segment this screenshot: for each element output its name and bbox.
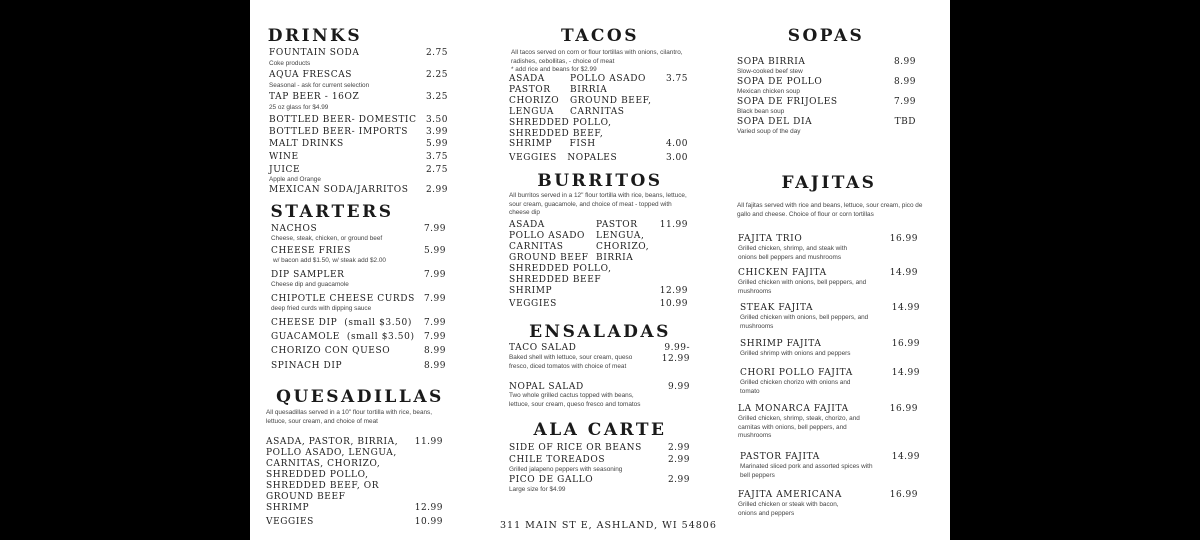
burritos-note: All burritos served in a 12" flour tortilla with rice, beans, lettuce, sour cream, guacamole, and choice of meat - topped with cheese dip bbox=[509, 192, 687, 216]
salad-name: TACO SALAD bbox=[509, 343, 577, 353]
fajita-price: 16.99 bbox=[889, 490, 918, 500]
sopa-name: SOPA BIRRIA bbox=[737, 57, 806, 67]
ala-carte-price: 2.99 bbox=[667, 443, 690, 453]
burritos-title: BURRITOS bbox=[537, 171, 663, 191]
sopa-name: SOPA DEL DIA bbox=[737, 117, 813, 127]
fajita-price: 14.99 bbox=[889, 268, 918, 278]
drink-price: 2.25 bbox=[425, 70, 448, 80]
drink-price: 3.50 bbox=[425, 115, 448, 125]
ala-carte-desc: Large size for $4.99 bbox=[509, 486, 566, 493]
tacos-shrimp-fish-price: 4.00 bbox=[665, 139, 688, 149]
fajita-price: 16.99 bbox=[891, 339, 920, 349]
fajitas-title: FAJITAS bbox=[781, 173, 877, 193]
starter-name: GUACAMOLE (small $3.50) bbox=[271, 332, 415, 342]
drink-price: 2.75 bbox=[425, 165, 448, 175]
drink-desc: Apple and Orange bbox=[269, 176, 321, 183]
quesadillas-title: QUESADILLAS bbox=[276, 387, 444, 407]
quesadilla-price: 12.99 bbox=[414, 503, 443, 513]
burritos-meats-price: 11.99 bbox=[659, 220, 688, 230]
sopa-desc: Slow-cooked beef stew bbox=[737, 68, 803, 75]
starter-name: DIP SAMPLER bbox=[271, 270, 345, 280]
fajita-name: FAJITA TRIO bbox=[738, 234, 803, 244]
fajitas-note: All fajitas served with rice and beans, lettuce, sour cream, pico de gallo and cheese. Choice of flour or corn tortillas bbox=[737, 202, 923, 218]
drink-name: FOUNTAIN SODA bbox=[269, 48, 360, 58]
sopa-desc: Varied soup of the day bbox=[737, 128, 801, 135]
ala-carte-name: CHILE TOREADOS bbox=[509, 455, 606, 465]
fajita-name: SHRIMP FAJITA bbox=[740, 339, 822, 349]
drink-desc: 25 oz glass for $4.99 bbox=[269, 104, 329, 111]
drink-price: 5.99 bbox=[425, 139, 448, 149]
starter-name: CHEESE DIP (small $3.50) bbox=[271, 318, 412, 328]
starter-name: NACHOS bbox=[271, 224, 318, 234]
fajita-name: PASTOR FAJITA bbox=[740, 452, 820, 462]
fajita-name: CHORI POLLO FAJITA bbox=[740, 368, 853, 378]
salad-price: 9.99- 12.99 bbox=[661, 343, 690, 364]
tacos-title: TACOS bbox=[560, 26, 640, 46]
starters-title: STARTERS bbox=[270, 202, 394, 222]
quesadilla-name: ASADA, PASTOR, BIRRIA, POLLO ASADO, LENGUA, CARNITAS, CHORIZO, SHREDDED POLLO, SHREDDED BEEF, OR GROUND BEEF bbox=[266, 437, 399, 502]
fajita-name: FAJITA AMERICANA bbox=[738, 490, 842, 500]
sopa-name: SOPA DE FRIJOLES bbox=[737, 97, 838, 107]
starter-price: 8.99 bbox=[423, 361, 446, 371]
tacos-veggies-nopales-price: 3.00 bbox=[665, 153, 688, 163]
quesadilla-price: 11.99 bbox=[414, 437, 443, 447]
starter-name: CHIPOTLE CHEESE CURDS bbox=[271, 294, 415, 304]
fajita-desc: Grilled chicken with onions, bell peppers, and mushrooms bbox=[740, 314, 869, 330]
salad-price: 9.99 bbox=[667, 382, 690, 392]
quesadilla-price: 10.99 bbox=[414, 517, 443, 527]
quesadilla-name: VEGGIES bbox=[266, 517, 314, 527]
sopa-desc: Mexican chicken soup bbox=[737, 88, 800, 95]
tacos-veggies-nopales: VEGGIES NOPALES bbox=[509, 153, 618, 163]
tacos-meats-right: POLLO ASADO BIRRIA GROUND BEEF, CARNITAS bbox=[570, 74, 652, 117]
starter-price: 7.99 bbox=[423, 270, 446, 280]
fajita-desc: Grilled chicken chorizo with onions and tomato bbox=[740, 379, 851, 395]
ala-carte-name: SIDE OF RICE OR BEANS bbox=[509, 443, 642, 453]
starter-price: 7.99 bbox=[423, 294, 446, 304]
fajita-price: 14.99 bbox=[891, 452, 920, 462]
starter-desc: Cheese dip and guacamole bbox=[271, 281, 349, 288]
drink-desc: Coke products bbox=[269, 60, 311, 67]
burritos-meats-right: PASTOR LENGUA, CHORIZO, BIRRIA bbox=[596, 220, 650, 263]
sopas-title: SOPAS bbox=[787, 26, 865, 46]
tacos-meats-left: ASADA PASTOR CHORIZO LENGUA SHREDDED POLLO, SHREDDED BEEF, bbox=[509, 74, 612, 139]
drink-name: WINE bbox=[269, 152, 299, 162]
starter-name: CHORIZO CON QUESO bbox=[271, 346, 391, 356]
sopa-name: SOPA DE POLLO bbox=[737, 77, 823, 87]
salad-name: NOPAL SALAD bbox=[509, 382, 584, 392]
fajita-name: STEAK FAJITA bbox=[740, 303, 814, 313]
sopa-price: 8.99 bbox=[893, 77, 916, 87]
fajita-price: 14.99 bbox=[891, 368, 920, 378]
ala-carte-title: ALA CARTE bbox=[533, 420, 667, 440]
burritos-shrimp: SHRIMP bbox=[509, 286, 553, 296]
sopa-desc: Black bean soup bbox=[737, 108, 785, 115]
salad-desc: Baked shell with lettuce, sour cream, queso fresco, diced tomatos with choice of meat bbox=[509, 354, 633, 370]
burritos-veggies-price: 10.99 bbox=[659, 299, 688, 309]
fajita-price: 14.99 bbox=[891, 303, 920, 313]
ala-carte-price: 2.99 bbox=[667, 475, 690, 485]
drink-name: AQUA FRESCAS bbox=[269, 70, 353, 80]
drink-name: TAP BEER - 16OZ bbox=[269, 92, 360, 102]
sopa-price: TBD bbox=[894, 117, 916, 127]
fajita-price: 16.99 bbox=[889, 234, 918, 244]
starter-price: 5.99 bbox=[423, 246, 446, 256]
fajita-name: CHICKEN FAJITA bbox=[738, 268, 827, 278]
fajita-price: 16.99 bbox=[889, 404, 918, 414]
burritos-veggies: VEGGIES bbox=[509, 299, 557, 309]
ala-carte-desc: Grilled jalapeno peppers with seasoning bbox=[509, 466, 623, 473]
salad-desc: Two whole grilled cactus topped with beans, lettuce, sour cream, queso fresco and tomatos bbox=[509, 392, 641, 408]
starter-price: 7.99 bbox=[423, 318, 446, 328]
starter-name: CHEESE FRIES bbox=[271, 246, 351, 256]
starter-desc: Cheese, steak, chicken, or ground beef bbox=[271, 235, 383, 242]
quesadillas-note: All quesadillas served in a 10" flour tortilla with rice, beans, lettuce, sour cream, and choice of meat bbox=[266, 409, 433, 425]
menu-sheet bbox=[250, 0, 950, 540]
drink-price: 3.75 bbox=[425, 152, 448, 162]
sopa-price: 8.99 bbox=[893, 57, 916, 67]
fajita-desc: Grilled chicken or steak with bacon, onions and peppers bbox=[738, 501, 839, 517]
burritos-shrimp-price: 12.99 bbox=[659, 286, 688, 296]
tacos-meats-price: 3.75 bbox=[665, 74, 688, 84]
fajita-name: LA MONARCA FAJITA bbox=[738, 404, 849, 414]
drink-price: 3.99 bbox=[425, 127, 448, 137]
fajita-desc: Grilled chicken with onions, bell peppers, and mushrooms bbox=[738, 279, 867, 295]
drink-name: MEXICAN SODA/JARRITOS bbox=[269, 185, 409, 195]
fajita-desc: Grilled chicken, shrimp, steak, chorizo, and carnitas with onions, bell peppers, and mushrooms bbox=[738, 415, 860, 439]
drinks-title: DRINKS bbox=[267, 26, 363, 46]
tacos-note: All tacos served on corn or flour tortillas with onions, cilantro, radishes, cebollitas, - choice of meat * add rice and beans for $2.99 bbox=[511, 49, 683, 73]
starter-price: 7.99 bbox=[423, 332, 446, 342]
ala-carte-name: PICO DE GALLO bbox=[509, 475, 594, 485]
drink-price: 2.75 bbox=[425, 48, 448, 58]
starter-desc: w/ bacon add $1.50, w/ steak add $2.00 bbox=[273, 257, 386, 264]
burritos-meats-left: ASADA POLLO ASADO CARNITAS GROUND BEEF SHREDDED POLLO, SHREDDED BEEF bbox=[509, 220, 612, 285]
tacos-shrimp-fish: SHRIMP FISH bbox=[509, 139, 596, 149]
fajita-desc: Grilled shrimp with onions and peppers bbox=[740, 350, 851, 357]
starter-desc: deep fried curds with dipping sauce bbox=[271, 305, 372, 312]
fajita-desc: Marinated sliced pork and assorted spices with bell peppers bbox=[740, 463, 873, 479]
drink-name: BOTTLED BEER- DOMESTIC bbox=[269, 115, 417, 125]
fajita-desc: Grilled chicken, shrimp, and steak with onions bell peppers and mushrooms bbox=[738, 245, 848, 261]
drink-price: 3.25 bbox=[425, 92, 448, 102]
address: 311 MAIN ST E, ASHLAND, WI 54806 bbox=[500, 520, 717, 531]
drink-name: MALT DRINKS bbox=[269, 139, 344, 149]
quesadilla-name: SHRIMP bbox=[266, 503, 310, 513]
sopa-price: 7.99 bbox=[893, 97, 916, 107]
starter-price: 8.99 bbox=[423, 346, 446, 356]
ala-carte-price: 2.99 bbox=[667, 455, 690, 465]
drink-desc: Seasonal - ask for current selection bbox=[269, 82, 370, 89]
starter-price: 7.99 bbox=[423, 224, 446, 234]
drink-price: 2.99 bbox=[425, 185, 448, 195]
ensaladas-title: ENSALADAS bbox=[529, 322, 671, 342]
drink-name: BOTTLED BEER- IMPORTS bbox=[269, 127, 408, 137]
drink-name: JUICE bbox=[269, 165, 301, 175]
starter-name: SPINACH DIP bbox=[271, 361, 343, 371]
